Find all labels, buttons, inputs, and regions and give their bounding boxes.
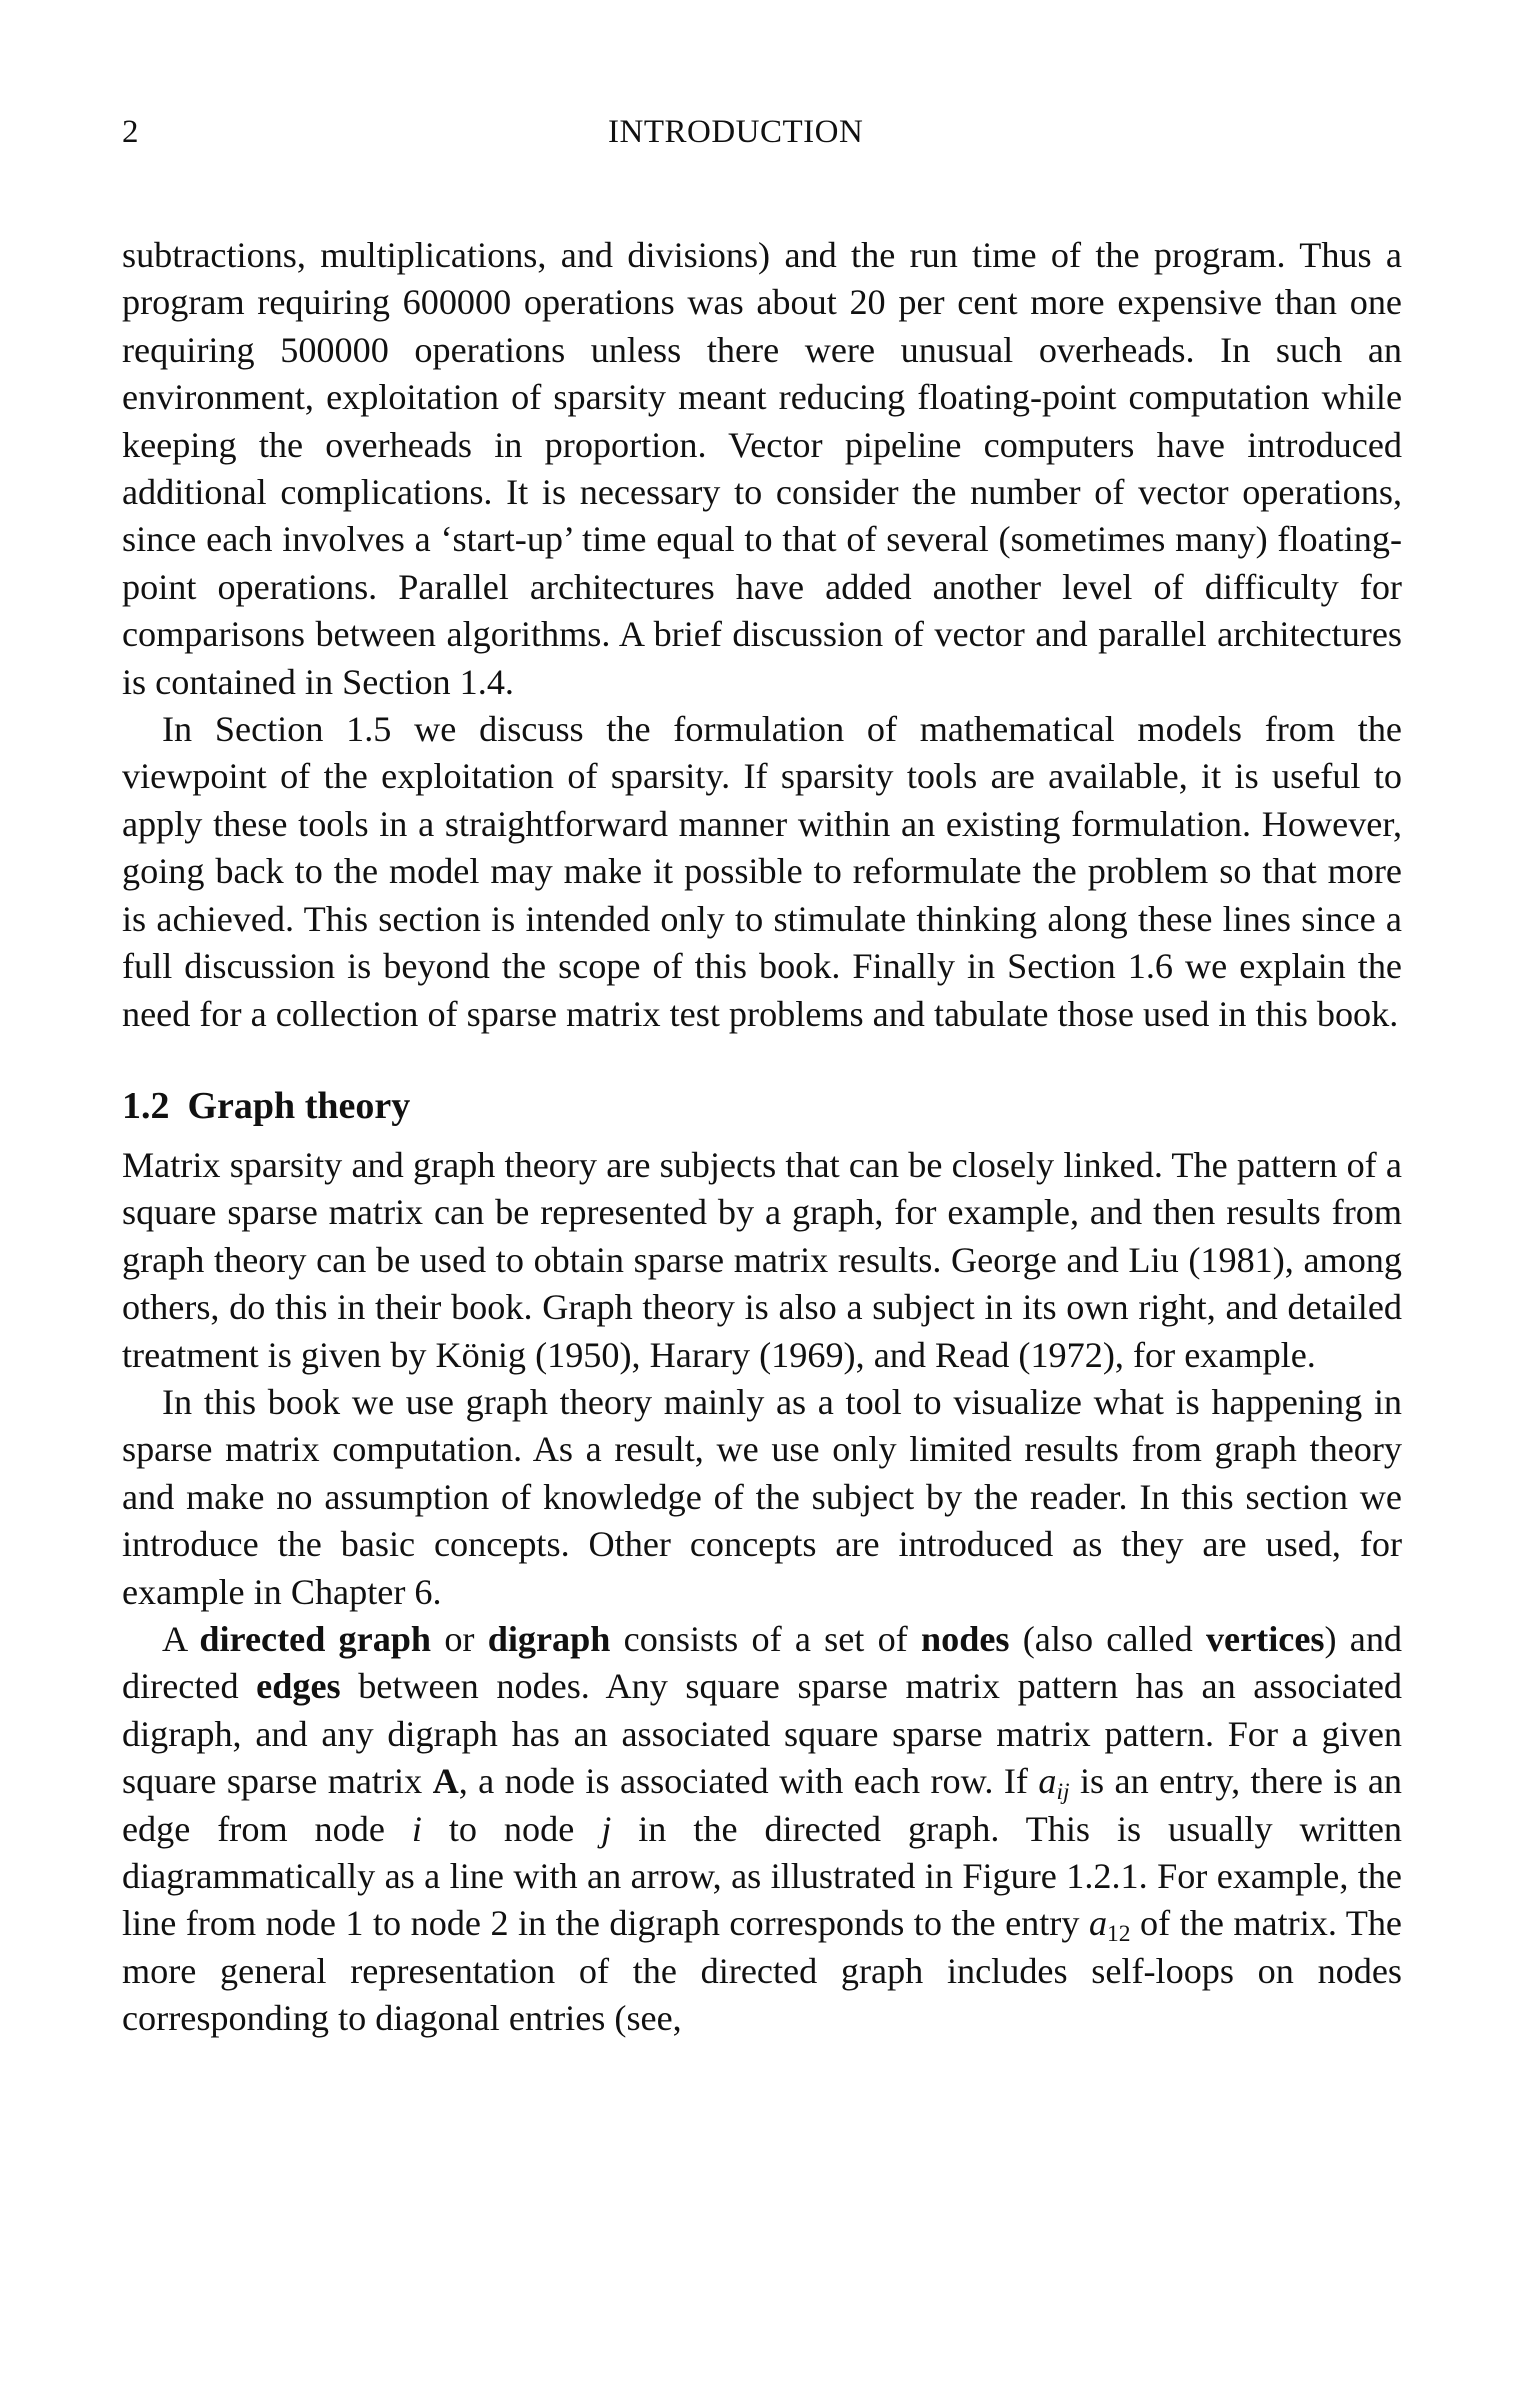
page-number: 2 xyxy=(122,114,139,150)
paragraph-graph-theory-intro: Matrix sparsity and graph theory are subjects that can be closely linked. The pattern of a square sparse matrix can be represented by a graph, for example, and then results from graph theory can be used to obtain sparse matrix results. George and Liu (1981), among others, do this in their book. Graph theory is also a subject in its own right, and detailed treatment is given by König (1950), Harary (1969), and Read (1972), for example. xyxy=(122,1144,1402,1375)
term-vertices: vertices xyxy=(1205,1618,1325,1659)
node-i-symbol: i xyxy=(411,1808,422,1849)
node-j-symbol: j xyxy=(601,1808,612,1849)
entry-symbol: a xyxy=(1038,1761,1057,1802)
section-heading xyxy=(122,1082,1402,1130)
running-title: INTRODUCTION xyxy=(608,114,864,150)
example-entry-subscript: 12 xyxy=(1107,1921,1131,1948)
book-page xyxy=(122,112,1402,2043)
term-digraph: digraph xyxy=(487,1618,611,1659)
body-text xyxy=(122,232,1402,2043)
matrix-symbol: A xyxy=(432,1761,459,1802)
entry-subscript: ij xyxy=(1056,1779,1070,1806)
paragraph-directed-graph-definition: A directed graph or digraph consists of a set of nodes (also called vertices) and directed edges between nodes. Any square sparse matrix pattern has an associated digraph, and any digraph has an associated square sparse matrix pattern. For a given square sparse matrix A, a node is associated with each row. If $a_{ij}$ is an entry, there is an edge from node i to node j in the directed graph. This is usually written diagrammatically as a line with an arrow, as illustrated in Figure 1.2.1. For example, the line from node 1 to node 2 in the digraph corresponds to the entry $a_{12}$ of the matrix. The more general representation of the directed graph includes self-loops on nodes corresponding to diagonal entries (see, xyxy=(122,1618,1403,2039)
paragraph-section-overview: In Section 1.5 we discuss the formulation of mathematical models from the viewpoint of the exploitation of sparsity. If sparsity tools are available, it is useful to apply these tools in a straightforward manner within an existing formulation. However, going back to the model may make it possible to reformulate the problem so that more is achieved. This section is intended only to stimulate thinking along these lines since a full discussion is beyond the scope of this book. Finally in Section 1.6 we explain the need for a collection of sparse matrix test problems and tabulate those used in this book. xyxy=(122,709,1402,1034)
section-title: Graph theory xyxy=(187,1084,411,1127)
term-nodes: nodes xyxy=(920,1618,1010,1659)
term-edges: edges xyxy=(256,1666,341,1707)
running-head xyxy=(122,112,1402,152)
paragraph-continued-operations: subtractions, multiplications, and divisions) and the run time of the program. Thus a program requiring 600000 operations was about 20 per cent more expensive than one requiring 500000 operations unless there were unusual overheads. In such an environment, exploitation of sparsity meant reducing floating-point computation while keeping the overheads in proportion. Vector pipeline computers have introduced additional complications. It is necessary to consider the number of vector operations, since each involves a ‘start-up’ time equal to that of several (sometimes many) floating-point operations. Parallel architectures have added another level of difficulty for comparisons between algorithms. A brief discussion of vector and parallel architectures is contained in Section 1.4. xyxy=(122,235,1402,702)
paragraph-graph-theory-usage: In this book we use graph theory mainly as a tool to visualize what is happening in sparse matrix computation. As a result, we use only limited results from graph theory and make no assumption of knowledge of the subject by the reader. In this section we introduce the basic concepts. Other concepts are introduced as they are used, for example in Chapter 6. xyxy=(122,1381,1402,1612)
term-directed-graph: directed graph xyxy=(199,1618,432,1659)
example-entry-symbol: a xyxy=(1088,1903,1108,1944)
section-number: 1.2 xyxy=(122,1084,170,1127)
